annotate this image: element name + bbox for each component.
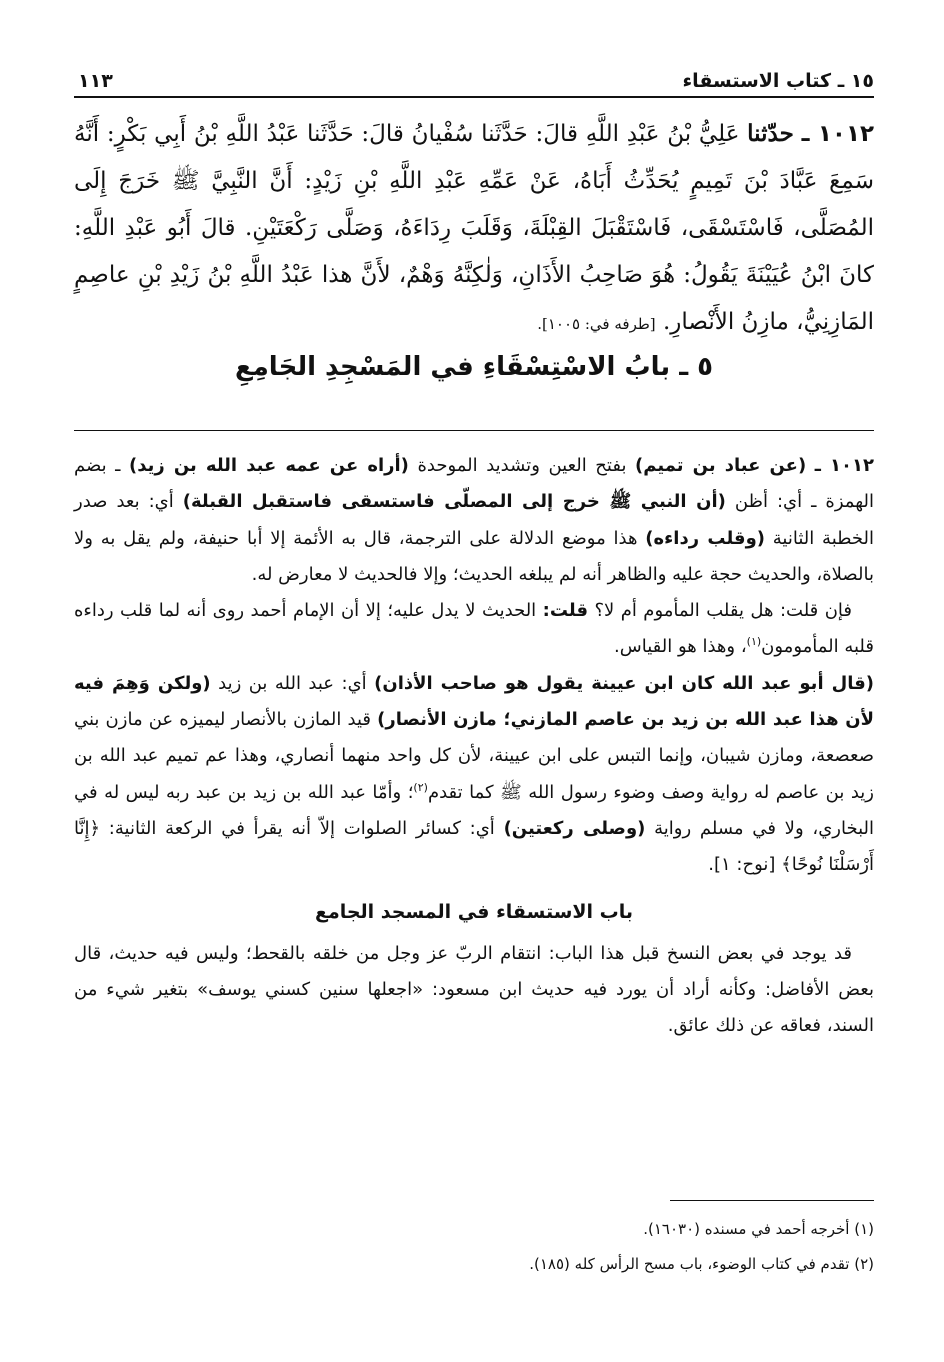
- chapter-title: ١٥ ـ كتاب الاستسقاء: [682, 70, 874, 92]
- hadith-number: ١٠١٢ ـ: [801, 121, 875, 147]
- commentary-paragraph: قد يوجد في بعض النسخ قبل هذا الباب: انتقام الربّ عز وجل من خلقه بالقحط؛ وليس فيه حديث، قال بعض الأفاضل: وكأنه أراد أن يورد فيه حديث ابن مسعود: «اجعلها سنين كسني يوسف» بتغير شيء من السند، فعاقه عن ذلك عائق.: [74, 942, 874, 1037]
- commentary-text: قيد المازن بالأنصار ليميزه عن مازن بني صعصعة، ومازن شيبان، وإنما التبس على ابن عيينة، لأن كل واحد منهما أنصاري، وهذا عم تميم عبد الله بن زيد بن عاصم له رواية وصف وضوء رسول الله ﷺ كما تقدم: [74, 709, 874, 803]
- quoted-phrase: (وقلب رداءه): [645, 527, 765, 549]
- commentary-text: ـ بضم الهمزة ـ أي: أظن: [74, 455, 874, 513]
- hadith-text: [74, 110, 874, 348]
- commentary: [74, 448, 874, 1045]
- quoted-phrase: (وصلى ركعتين): [503, 817, 646, 839]
- chapter-heading: ٥ ـ بابُ الاسْتِسْقَاءِ في المَسْجِدِ الجَامِعِ: [234, 352, 714, 382]
- commentary-number: ١٠١٢ ـ: [814, 455, 874, 476]
- commentary-sub-heading: باب الاستسقاء في المسجد الجامع: [314, 900, 634, 923]
- commentary-paragraph: [74, 448, 874, 593]
- quoted-phrase: (أراه عن عمه عبد الله بن زيد): [129, 455, 409, 476]
- quoted-phrase: قلت:: [542, 600, 589, 622]
- commentary-text: هذا موضع الدلالة على الترجمة، قال به الأئمة إلا أبا حنيفة، ولم يقل به ولا بالصلاة، والحديث حجة عليه والظاهر أنه لم يبلغه الحديث؛ وإلا فالحديث لا معارض له.: [74, 527, 874, 585]
- section-divider: [74, 430, 874, 431]
- hadith-cross-reference: [طرفه في: ١٠٠٥].: [537, 315, 656, 333]
- commentary-text: فإن قلت: هل يقلب المأموم أم لا؟: [588, 600, 853, 622]
- quoted-phrase: (أن النبي ﷺ خرج إلى المصلّى فاستسقى فاستقبل القبلة): [182, 491, 726, 513]
- quoted-phrase: (قال أبو عبد الله كان ابن عيينة يقول هو صاحب الأذان): [374, 672, 874, 694]
- footnote-marker[interactable]: (١): [746, 635, 762, 649]
- commentary-text: بفتح العين وتشديد الموحدة: [408, 455, 636, 476]
- commentary-paragraph: [74, 666, 874, 884]
- page-number: ١١٣: [78, 70, 113, 92]
- commentary-text: أي: بعد صدر الخطبة الثانية: [74, 491, 874, 549]
- footnote-rule: [670, 1200, 874, 1201]
- header-rule: [74, 96, 874, 98]
- commentary-text: الحديث لا يدل عليه؛ إلا أن الإمام أحمد روى أنه لما قلب رداءه قلبه المأمومون: [74, 600, 874, 658]
- footnote-item: (١) أخرجه أحمد في مسنده (١٦٠٣٠).: [643, 1220, 874, 1238]
- hadith-isnad-opening: حدّثنا: [747, 120, 794, 147]
- hadith-body: عَلِيُّ بْنُ عَبْدِ اللَّهِ قالَ: حَدَّثَنا سُفْيانُ قالَ: حَدَّثَنا عَبْدُ اللَّهِ بْنُ أَبِي بَكْرٍ: أَنَّهُ سَمِعَ عَبَّادَ بْنَ تَمِيمٍ يُحَدِّثُ أَبَاهُ، عَنْ عَمِّهِ عَبْدِ اللَّهِ بْنِ زَيْدٍ: أَنَّ النَّبِيَّ ﷺ خَرَجَ إِلَى المُصَلَّى، فَاسْتَسْقَى، فَاسْتَقْبَلَ القِبْلَةَ، وَقَلَبَ رِدَاءَهُ، وَصَلَّى رَكْعَتَيْنِ. قالَ أَبُو عَبْدِ اللَّهِ: كانَ ابْنُ عُيَيْنَةَ يَقُولُ: هُوَ صَاحِبُ الأَذَانِ، وَلٰكِنَّهُ وَهْمٌ، لأَنَّ هذا عَبْدُ اللَّهِ بْنُ زَيْدِ بْنِ عاصِمٍ المَازِنِيُّ، مازِنُ الأَنْصارِ.: [74, 121, 874, 335]
- commentary-text: ؛ وأمّا عبد الله بن زيد بن عبد ربه ليس له في البخاري، ولا في مسلم رواية: [74, 781, 874, 839]
- commentary-text: أي: كسائر الصلوات إلاّ أنه يقرأ في الركعة الثانية: ﴿إِنَّا أَرْسَلْنَا نُوحًا﴾ [نوح: ١].: [74, 817, 874, 876]
- footnotes: [74, 1212, 874, 1282]
- commentary-text: ، وهذا هو القياس.: [614, 636, 747, 658]
- quoted-phrase: (عن عباد بن تميم): [635, 455, 807, 476]
- running-header: [78, 52, 874, 92]
- quoted-phrase: (ولكن وَهِمَ فيه لأن هذا عبد الله بن زيد بن عاصم المازني؛ مازن الأنصار): [74, 672, 874, 731]
- footnote-item: (٢) تقدم في كتاب الوضوء، باب مسح الرأس كله (١٨٥).: [529, 1255, 874, 1273]
- footnote-marker[interactable]: (٢): [413, 780, 428, 794]
- commentary-paragraph: [74, 593, 874, 666]
- commentary-text: أي: عبد الله بن زيد: [210, 672, 375, 694]
